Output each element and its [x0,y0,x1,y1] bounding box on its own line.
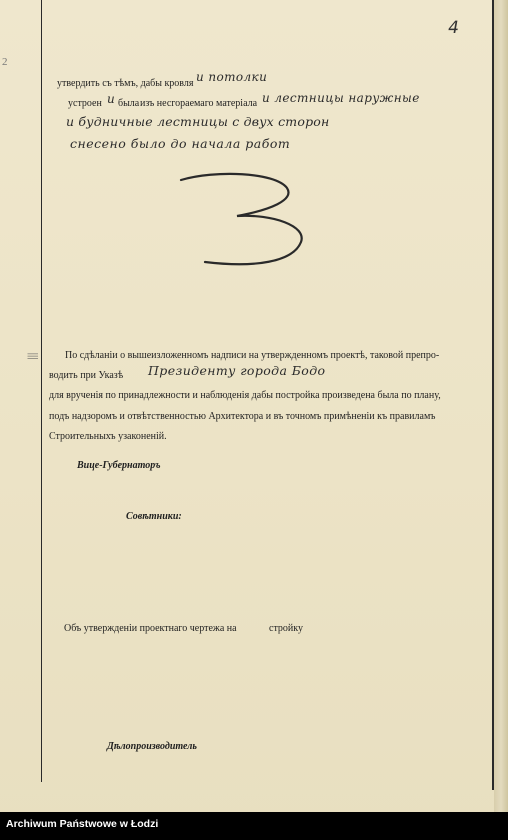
clerk-label: Дѣлопроизводитель [107,741,197,752]
corner-mark: 2 [2,56,8,68]
handwritten-line-2-inline: и [107,92,116,106]
margin-pencil-marks: | | | [27,352,41,358]
handwritten-line-4: снесено было до начала работ [70,136,291,151]
paragraph-line-1: По сдѣланіи о вышеизложенномъ надписи на утвержденномъ проектѣ, таковой препро- [65,350,440,361]
printed-line-2a: устроен [68,98,102,109]
handwritten-line-1: и потолки [196,70,268,84]
handwritten-line-3: и будничные лестницы с двух сторон [66,114,330,129]
paragraph-line-4: подъ надзоромъ и отвѣтственностью Архитектора и въ точномъ примѣненіи къ правиламъ [49,411,436,422]
printed-line-1: утвердить съ тѣмъ, дабы кровля [57,78,194,89]
archive-label: Archiwum Państwowe w Łodzi [6,818,159,830]
paragraph-line-5: Строительныхъ узаконеній. [49,431,167,442]
left-border-line [41,0,42,782]
councillors-label: Совѣтники: [126,511,182,522]
approval-line-b: стройку [269,623,303,634]
paragraph-line-3: для врученія по принадлежности и наблюденія дабы постройка произведена была по плану, [49,390,441,401]
paragraph-line-2: водить при Указѣ [49,370,124,381]
vice-governor-label: Вице-Губернаторъ [77,460,161,471]
printed-line-2c: изъ несгораемаго матеріала [140,98,258,109]
handwritten-line-2: и лестницы наружные [262,91,420,105]
page-number: 4 [446,18,461,38]
printed-line-2b: была [118,98,140,109]
archive-footer-bar [0,812,508,840]
handwritten-addressee: Президенту города Бодо [148,363,326,378]
page-edge [494,0,508,812]
handwritten-cross-out-mark [175,170,315,270]
approval-line-a: Объ утвержденіи проектнаго чертежа на [64,623,237,634]
